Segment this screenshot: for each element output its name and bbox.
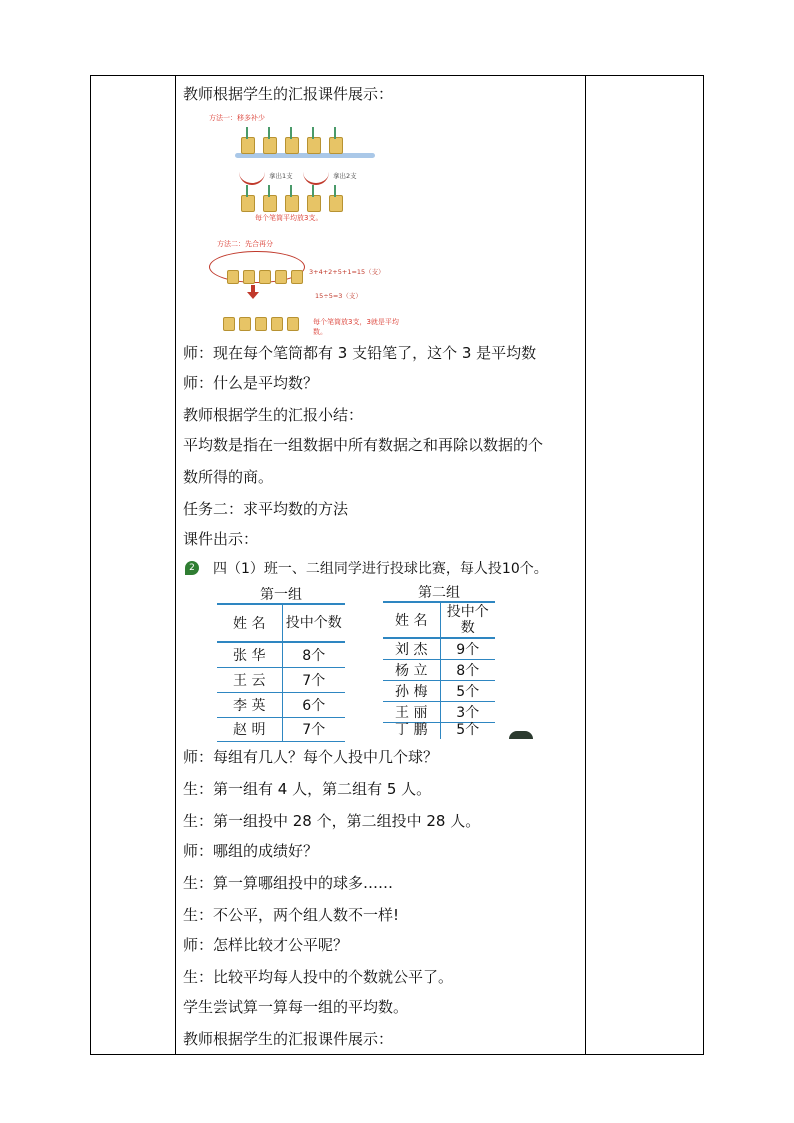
text-line: 师：每组有几人？每个人投中几个球？ <box>183 748 439 766</box>
text-line: 师：现在每个笔筒都有 3 支铅笔了，这个 3 是平均数 <box>183 344 537 362</box>
pencil-icon <box>246 185 248 197</box>
pencil-cup-icon <box>241 137 255 154</box>
pencil-icon <box>334 185 336 197</box>
name-cell: 赵 明 <box>217 717 282 741</box>
table-row <box>383 660 495 681</box>
problem-text: 四（1）班一、二组同学进行投球比赛，每人投10个。 <box>213 561 548 577</box>
pencil-cup-icon <box>259 270 271 284</box>
pencil-cup-icon <box>329 195 343 212</box>
take1-label: 拿出1支 <box>269 172 293 180</box>
count-cell: 6个 <box>282 692 345 717</box>
down-arrow-icon <box>247 292 259 299</box>
pencil-cup-icon <box>307 195 321 212</box>
pencil-cup-icon <box>291 270 303 284</box>
text-line: 生：第一组有 4 人，第二组有 5 人。 <box>183 780 432 798</box>
pencil-icon <box>268 185 270 197</box>
pencil-icon <box>334 127 336 139</box>
pencil-cup-icon <box>263 195 277 212</box>
count-cell: 5个 <box>456 722 480 738</box>
count-cell: 3个 <box>440 702 495 723</box>
text-line: 学生尝试算一算每一组的平均数。 <box>183 998 409 1016</box>
pencil-icon <box>312 185 314 197</box>
text-line: 教师根据学生的汇报课件展示： <box>183 1030 394 1048</box>
text-line: 生：不公平，两个组人数不一样! <box>183 906 400 924</box>
col-name-header: 姓 名 <box>217 604 282 642</box>
table-row <box>217 642 345 667</box>
count-cell: 5个 <box>440 681 495 702</box>
text-line: 任务二：求平均数的方法 <box>183 500 349 518</box>
group2-table <box>383 601 495 739</box>
method2-figure <box>209 235 409 336</box>
name-cell: 王 丽 <box>383 702 440 723</box>
table-row <box>217 667 345 692</box>
col-count-header: 投中个数 <box>285 615 342 631</box>
name-cell: 王 云 <box>217 667 282 692</box>
name-cell: 丁 鹏 <box>383 723 440 739</box>
pencil-cup-icon <box>271 317 283 331</box>
formula-2: 15÷5=3（支） <box>315 292 362 300</box>
pencil-cup-icon <box>223 317 235 331</box>
text-line: 生：比较平均每人投中的个数就公平了。 <box>183 968 454 986</box>
count-cell: 7个 <box>282 717 345 741</box>
col-name-header: 姓 名 <box>383 602 440 638</box>
method2-title: 方法二：先合再分 <box>217 240 273 248</box>
pencil-cup-icon <box>263 137 277 154</box>
text-line: 课件出示： <box>183 530 259 548</box>
pencil-icon <box>312 127 314 139</box>
table-header-row <box>217 604 345 642</box>
text-line: 教师根据学生的汇报课件展示： <box>183 85 394 103</box>
pencil-cup-icon <box>243 270 255 284</box>
column-divider-right <box>585 76 586 1054</box>
pencil-cup-icon <box>285 137 299 154</box>
pencil-cup-icon <box>307 137 321 154</box>
pencil-cup-icon <box>255 317 267 331</box>
text-line: 师：什么是平均数？ <box>183 374 319 392</box>
problem-number: 2 <box>189 563 195 573</box>
pencil-icon <box>246 127 248 139</box>
text-line: 教师根据学生的汇报小结： <box>183 406 364 424</box>
method1-caption: 每个笔筒平均放3支。 <box>255 214 323 222</box>
count-cell: 9个 <box>440 638 495 660</box>
text-line: 师：怎样比较才公平呢？ <box>183 936 349 954</box>
table-header-row <box>383 602 495 638</box>
table-row <box>383 702 495 723</box>
formula-1: 3+4+2+5+1=15（支） <box>309 268 385 276</box>
pencil-cup-icon <box>275 270 287 284</box>
pencil-cup-icon <box>285 195 299 212</box>
arrow-arc-1 <box>239 171 265 185</box>
pencil-icon <box>268 127 270 139</box>
pencil-cup-icon <box>241 195 255 212</box>
pencil-cup-icon <box>239 317 251 331</box>
col-count-header: 投中个数 <box>446 604 489 636</box>
group1-title: 第一组 <box>260 587 302 603</box>
pencil-icon <box>290 185 292 197</box>
count-cell: 7个 <box>282 667 345 692</box>
text-line: 数所得的商。 <box>183 468 274 486</box>
table-row <box>383 681 495 702</box>
arrow-arc-2 <box>303 171 329 185</box>
group1-table <box>217 603 345 742</box>
column-divider-left <box>175 76 176 1054</box>
name-cell: 李 英 <box>217 692 282 717</box>
problem-number-icon <box>185 561 199 575</box>
pencil-icon <box>290 127 292 139</box>
bird-icon <box>509 731 533 739</box>
method2-caption: 每个笔筒放3支，3就是平均数。 <box>313 318 399 336</box>
name-cell: 杨 立 <box>383 660 440 681</box>
text-line: 平均数是指在一组数据中所有数据之和再除以数据的个 <box>183 436 544 454</box>
count-cell: 8个 <box>440 660 495 681</box>
text-line: 生：算一算哪组投中的球多…… <box>183 874 394 892</box>
name-cell: 刘 杰 <box>383 638 440 660</box>
table-row <box>383 638 495 660</box>
table-row <box>217 692 345 717</box>
take2-label: 拿出2支 <box>333 172 357 180</box>
pencil-cup-icon <box>227 270 239 284</box>
shelf <box>235 153 375 158</box>
name-cell: 张 华 <box>217 642 282 667</box>
table-row <box>217 717 345 741</box>
count-cell: 8个 <box>282 642 345 667</box>
text-line: 生：第一组投中 28 个，第二组投中 28 人。 <box>183 812 481 830</box>
group2-title: 第二组 <box>418 585 460 601</box>
name-cell: 孙 梅 <box>383 681 440 702</box>
pencil-cup-icon <box>329 137 343 154</box>
method1-title: 方法一：移多补少 <box>209 114 265 122</box>
table-row <box>383 723 495 739</box>
text-line: 师：哪组的成绩好？ <box>183 842 319 860</box>
pencil-cup-icon <box>287 317 299 331</box>
